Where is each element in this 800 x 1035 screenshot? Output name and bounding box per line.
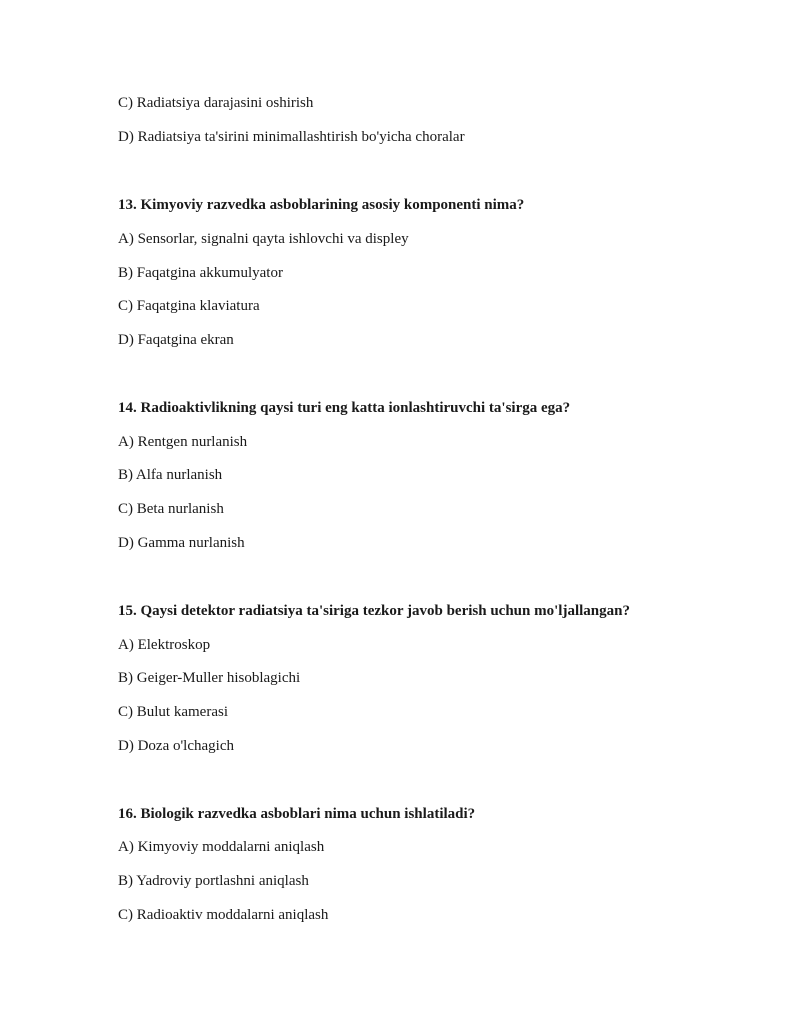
leading-option-d: D) Radiatsiya ta'sirini minimallashtirish bo'yicha choralar (118, 129, 465, 145)
question-16-option-a: A) Kimyoviy moddalarni aniqlash (118, 839, 325, 855)
question-13-option-d: D) Faqatgina ekran (118, 332, 234, 348)
question-14-option-d: D) Gamma nurlanish (118, 535, 245, 551)
question-16-option-c: C) Radioaktiv moddalarni aniqlash (118, 907, 329, 923)
question-14-title: 14. Radioaktivlikning qaysi turi eng katta ionlashtiruvchi ta'sirga ega? (118, 400, 571, 416)
question-15-option-c: C) Bulut kamerasi (118, 704, 228, 720)
question-15-option-a: A) Elektroskop (118, 637, 211, 653)
question-14-option-c: C) Beta nurlanish (118, 501, 224, 517)
question-15-option-d: D) Doza o'lchagich (118, 738, 234, 754)
question-16-title: 16. Biologik razvedka asboblari nima uchun ishlatiladi? (118, 806, 476, 822)
question-14-option-b: B) Alfa nurlanish (118, 467, 223, 483)
question-15-option-b: B) Geiger-Muller hisoblagichi (118, 670, 301, 686)
question-13-option-b: B) Faqatgina akkumulyator (118, 265, 283, 281)
question-13-option-a: A) Sensorlar, signalni qayta ishlovchi va displey (118, 231, 409, 247)
question-16-option-b: B) Yadroviy portlashni aniqlash (118, 873, 309, 889)
question-14-option-a: A) Rentgen nurlanish (118, 434, 248, 450)
question-13-option-c: C) Faqatgina klaviatura (118, 298, 260, 314)
question-15-title: 15. Qaysi detektor radiatsiya ta'siriga tezkor javob berish uchun mo'ljallangan? (118, 603, 630, 619)
leading-option-c: C) Radiatsiya darajasini oshirish (118, 95, 314, 111)
question-13-title: 13. Kimyoviy razvedka asboblarining asosiy komponenti nima? (118, 197, 525, 213)
